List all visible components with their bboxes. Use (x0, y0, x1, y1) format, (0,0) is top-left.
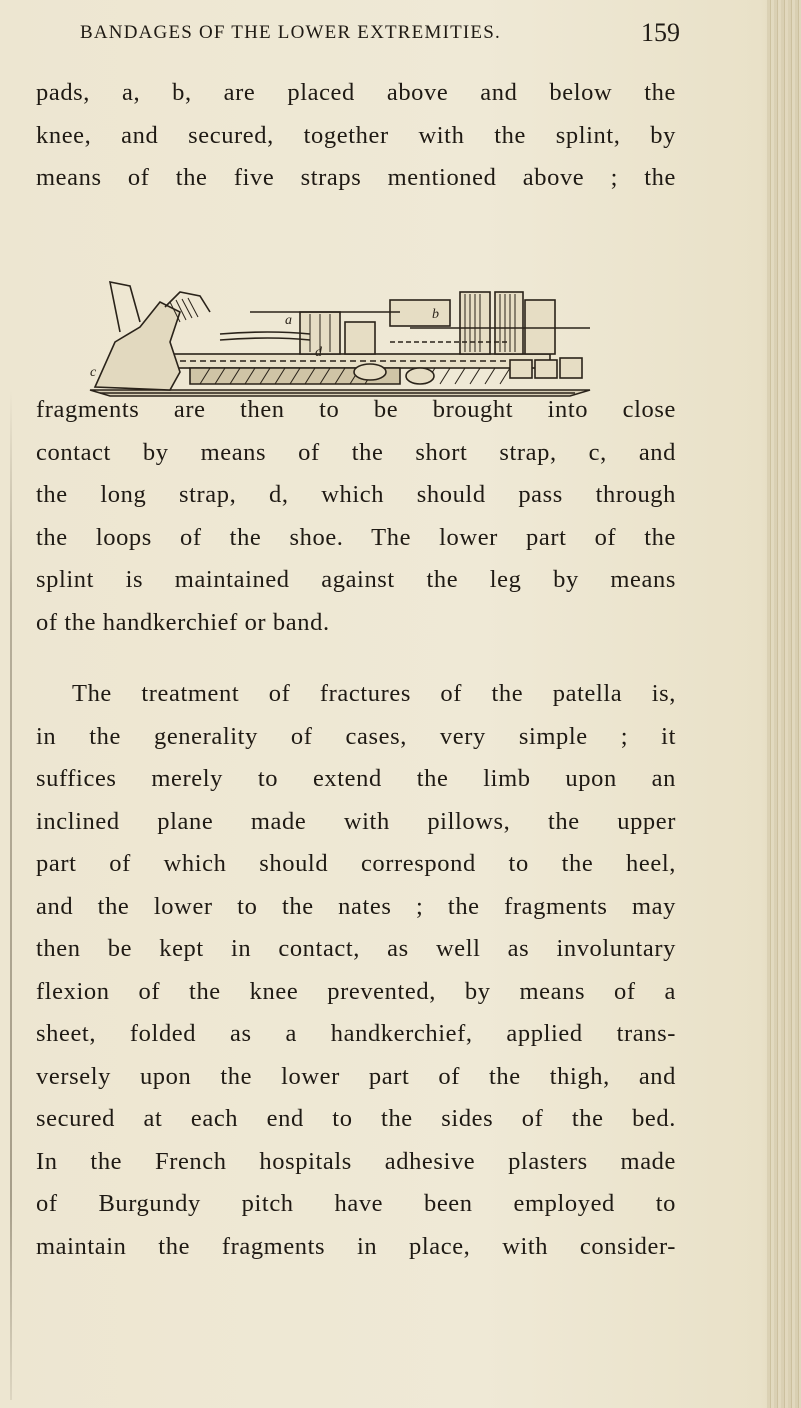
text-line: knee, and secured, together with the splint, by (36, 121, 676, 149)
text-line: contact by means of the short strap, c, and (36, 438, 676, 466)
text-line: of Burgundy pitch have been employed to (36, 1190, 676, 1217)
text-line: sheet, folded as a handkerchief, applied trans- (36, 1020, 676, 1047)
header-title: BANDAGES OF THE LOWER EXTREMITIES. (80, 22, 501, 43)
text-line: and the lower to the nates ; the fragments may (36, 892, 676, 920)
text-line: part of which should correspond to the heel, (36, 850, 676, 877)
text-line: the loops of the shoe. The lower part of the (36, 523, 676, 551)
splint-apparatus-illustration-icon (70, 272, 630, 402)
text-line: suffices merely to extend the limb upon an (36, 765, 676, 792)
text-line: secured at each end to the sides of the bed. (36, 1105, 676, 1132)
text-line: means of the five straps mentioned above ; the (36, 164, 676, 191)
figure-label-c: c (90, 365, 97, 380)
splint-figure (70, 272, 630, 402)
text-line: flexion of the knee prevented, by means of a (36, 977, 676, 1005)
text-line: In the French hospitals adhesive plasters made (36, 1147, 676, 1175)
text-line: of the handkerchief or band. (36, 608, 330, 636)
running-header (80, 14, 680, 50)
text-line: versely upon the lower part of the thigh, and (36, 1062, 676, 1090)
text-line: fragments are then to be brought into close (36, 396, 676, 423)
text-line: the long strap, d, which should pass through (36, 481, 676, 508)
paragraph-3 (36, 673, 676, 1268)
text-line: then be kept in contact, as well as involuntary (36, 935, 676, 962)
text-line: maintain the fragments in place, with consider- (36, 1232, 676, 1260)
figure-label-a: a (285, 313, 292, 328)
text-line: inclined plane made with pillows, the upper (36, 807, 676, 835)
text-line: in the generality of cases, very simple ; it (36, 722, 676, 750)
paragraph-2 (36, 389, 676, 644)
text-line: pads, a, b, are placed above and below the (36, 79, 676, 106)
text-line: splint is maintained against the leg by means (36, 566, 676, 593)
figure-label-b: b (432, 307, 439, 322)
gutter-shadow (10, 390, 12, 1400)
figure-label-d: d (315, 345, 322, 360)
page-number: 159 (641, 18, 680, 47)
page-edge (767, 0, 801, 1408)
paragraph-1 (36, 72, 676, 200)
text-line: The treatment of fractures of the patella is, (72, 680, 676, 707)
